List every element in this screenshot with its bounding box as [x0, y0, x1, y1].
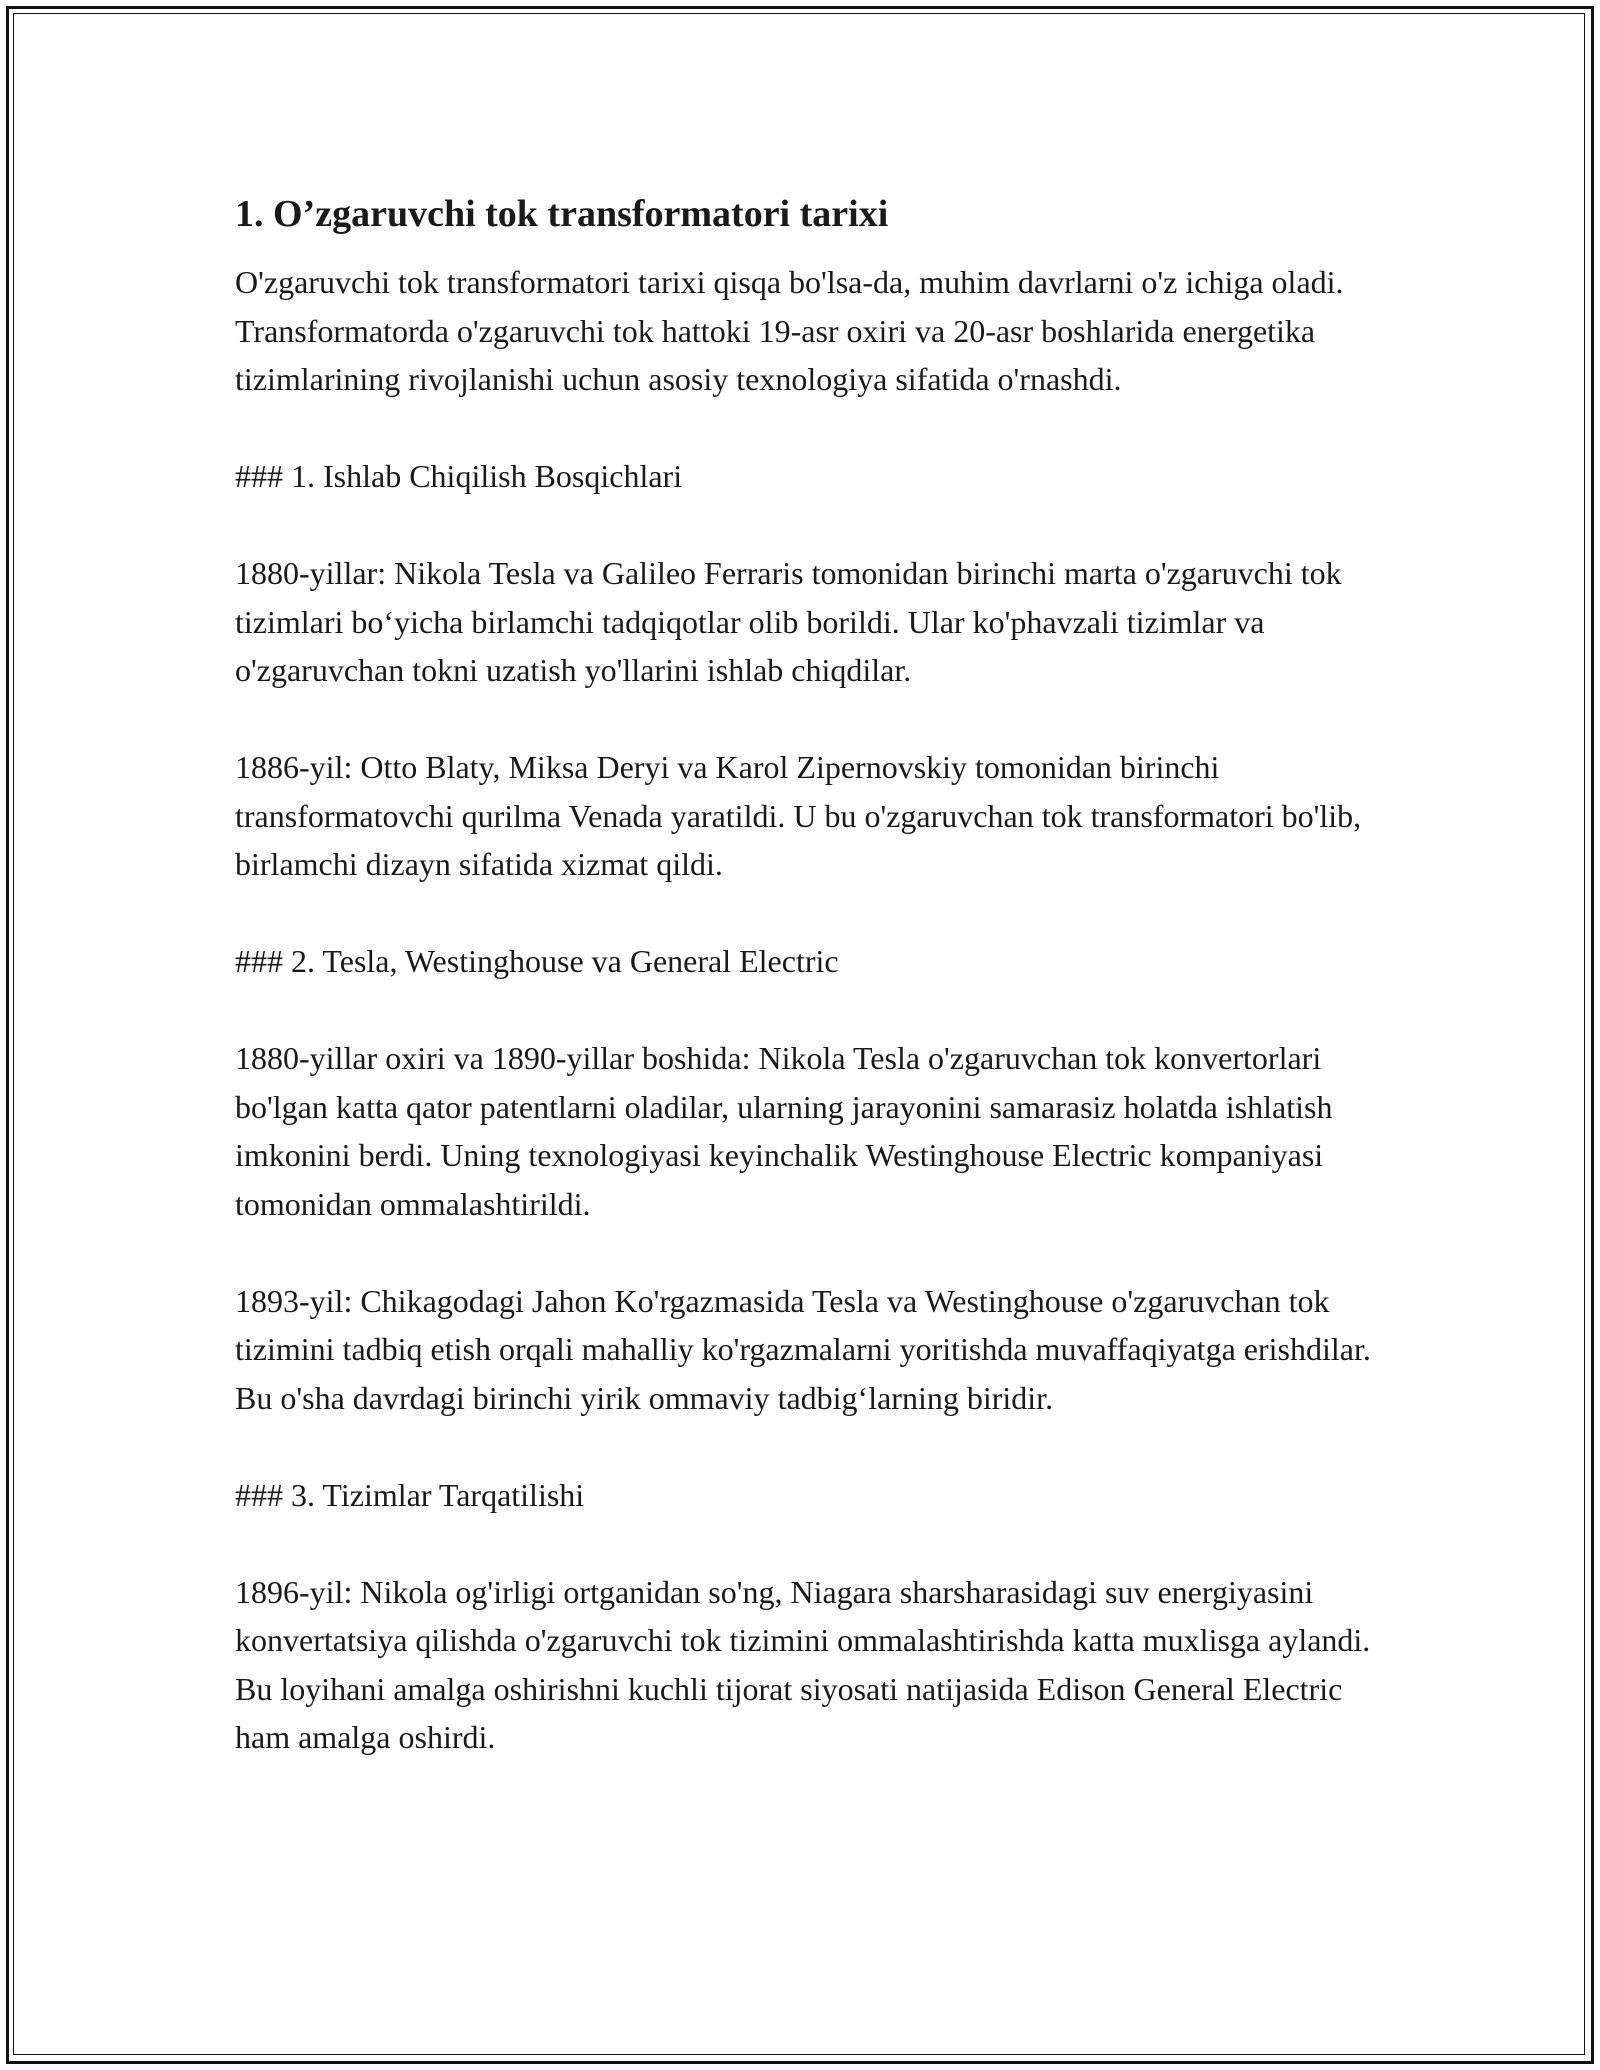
paragraph-1893: 1893-yil: Chikagodagi Jahon Ko'rgazmasida Tesla va Westinghouse o'zgaruvchan tok tizimini tadbiq etish orqali mahalliy ko'rgazmalarni yoritishda muvaffaqiyatga erishdilar. Bu o'sha davrdagi birinchi yirik ommaviy tadbig‘larning biridir.	[235, 1282, 1371, 1416]
section-heading-development-stages: ### 1. Ishlab Chiqilish Bosqichlari	[235, 458, 683, 494]
paragraph-late-1880s: 1880-yillar oxiri va 1890-yillar boshida: Nikola Tesla o'zgaruvchan tok konvertorlari bo'lgan katta qator patentlarni oladilar, ularning jarayonini samarasiz holatda ishlatish imkonini berdi. Uning texnologiyasi keyinchalik Westinghouse Electric kompaniyasi tomonidan ommalashtirildi.	[235, 1040, 1333, 1222]
paragraph-1896: 1896-yil: Nikola og'irligi ortganidan so'ng, Niagara sharsharasidagi suv energiyasini konvertatsiya qilishda o'zgaruvchi tok tizimini ommalashtirishda katta muxlisga aylandi. Bu loyihani amalga oshirishni kuchli tijorat siyosati natijasida Edison General Electric ham amalga oshirdi.	[235, 1573, 1371, 1755]
paragraph-1886: 1886-yil: Otto Blaty, Miksa Deryi va Karol Zipernovskiy tomonidan birinchi transformatovchi qurilma Venada yaratildi. U bu o'zgaruvchan tok transformatori bo'lib, birlamchi dizayn sifatida xizmat qildi.	[235, 749, 1362, 882]
section-heading-distribution: ### 3. Tizimlar Tarqatilishi	[235, 1476, 585, 1513]
intro-paragraph: O'zgaruvchi tok transformatori tarixi qisqa bo'lsa-da, muhim davrlarni o'z ichiga oladi. Transformatorda o'zgaruvchi tok hattoki 19-asr oxiri va 20-asr boshlarida energetika tizimlarining rivojlanishi uchun asosiy texnologiya sifatida o'rnashdi.	[235, 264, 1344, 397]
section-heading-tesla-westinghouse: ### 2. Tesla, Westinghouse va General Electric	[235, 943, 839, 979]
document-body	[235, 190, 1375, 1810]
document-title: 1. O’zgaruvchi tok transformatori tarixi	[235, 193, 889, 235]
paragraph-1880s: 1880-yillar: Nikola Tesla va Galileo Ferraris tomonidan birinchi marta o'zgaruvchi tok tizimlari bo‘yicha birlamchi tadqiqotlar olib borildi. Ular ko'phavzali tizimlar va o'zgaruvchan tokni uzatish yo'llarini ishlab chiqdilar.	[235, 555, 1342, 688]
